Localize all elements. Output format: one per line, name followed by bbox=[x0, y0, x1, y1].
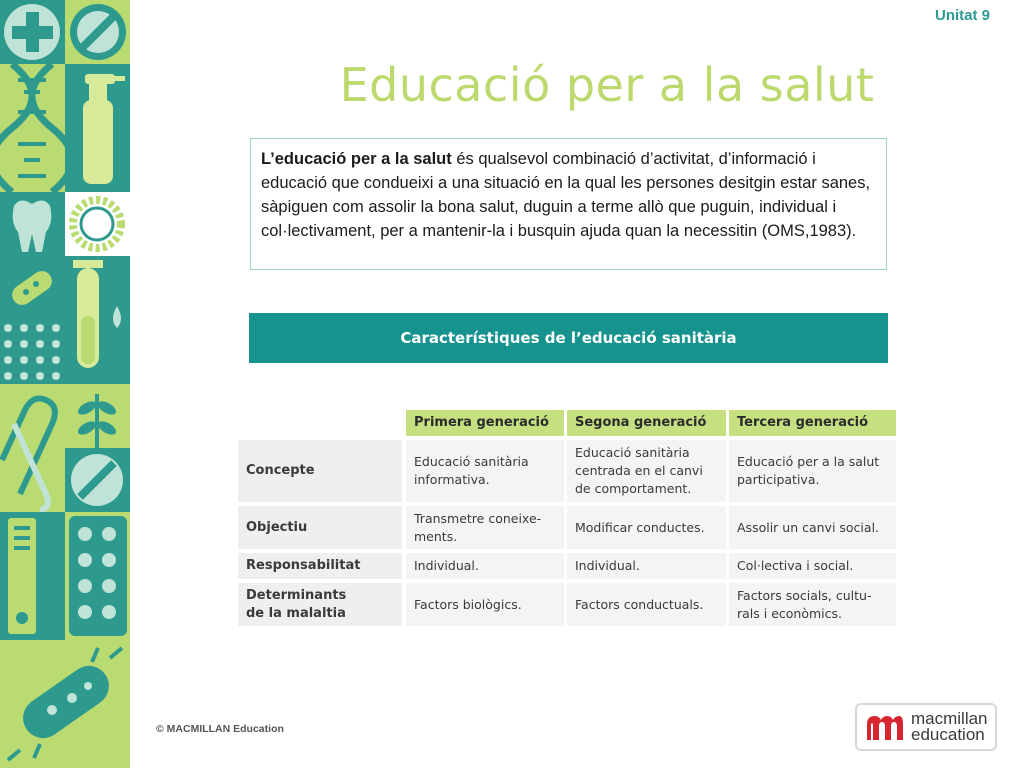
table-column-header bbox=[567, 410, 726, 436]
table-cell-text: Educació per a la salut participativa. bbox=[737, 454, 880, 487]
definition-term: L’educació per a la salut bbox=[261, 150, 452, 168]
table-cell-text: Educació sanitària informativa. bbox=[414, 454, 529, 487]
table-row-label-text: Responsabilitat bbox=[246, 558, 361, 573]
table-row-label bbox=[238, 440, 402, 502]
table-cell-text: Individual. bbox=[575, 558, 640, 573]
pill-icon bbox=[65, 0, 130, 64]
table-column-header bbox=[406, 410, 564, 436]
logo-line-1: macmillan bbox=[911, 709, 988, 728]
table-cell-text: Modificar conductes. bbox=[575, 519, 705, 535]
medical-cross-icon bbox=[0, 0, 65, 64]
definition-box bbox=[250, 138, 887, 270]
table-cell-text: Transmetre coneixe- ments. bbox=[414, 510, 542, 544]
test-tube-icon bbox=[65, 256, 130, 384]
spray-bottle-icon bbox=[65, 64, 130, 192]
table-cell-text: Factors biològics. bbox=[414, 596, 522, 612]
table-cell bbox=[567, 440, 726, 502]
table-cell bbox=[567, 583, 726, 626]
book-icon bbox=[0, 512, 65, 640]
table-cell bbox=[567, 553, 726, 579]
logo-line-2: education bbox=[911, 725, 985, 744]
dna-icon bbox=[0, 64, 65, 192]
table-row-label bbox=[238, 583, 402, 626]
table-row-label-text: Concepte bbox=[246, 463, 315, 478]
table-cell-text: Educació sanitària centrada en el canvi de comportament. bbox=[575, 445, 703, 496]
section-banner: Característiques de l’educació sanitària bbox=[249, 313, 888, 363]
table-cell bbox=[729, 506, 896, 549]
table-row-label bbox=[238, 506, 402, 549]
table-column-header bbox=[729, 410, 896, 436]
large-bacteria-icon bbox=[0, 640, 130, 768]
plant-icon bbox=[65, 384, 130, 448]
table-cell-text: Individual. bbox=[414, 558, 479, 573]
table-cell bbox=[729, 583, 896, 626]
unit-label: Unitat 9 bbox=[934, 7, 990, 24]
table-cell bbox=[729, 553, 896, 579]
paperclip-icon bbox=[0, 384, 65, 512]
table-cell bbox=[406, 583, 564, 626]
table-cell bbox=[567, 506, 726, 549]
table-row-label-text: Objectiu bbox=[246, 519, 308, 535]
macmillan-logo-icon bbox=[865, 710, 905, 744]
virus-icon bbox=[65, 192, 130, 256]
table-cell bbox=[729, 440, 896, 502]
table-cell bbox=[406, 553, 564, 579]
bacteria-icon bbox=[0, 256, 65, 320]
table-cell-text: Factors conductuals. bbox=[575, 596, 704, 612]
table-row-label bbox=[238, 553, 402, 579]
table-cell-text: Col·lectiva i social. bbox=[737, 558, 854, 573]
definition-text: és qualsevol combinació d’activitat, d’informació i educació que condueixi a una situació en la qual les persones desitgin estar sanes, sàpiguen com assolir la bona salut, duguin a terme allò que puguin, individual i col·lectivament, per a mantenir-la i busquin ajuda quan la necessitin (OMS,1983). bbox=[261, 150, 871, 240]
table-row-label-text: Determinants de la malaltia bbox=[246, 587, 347, 621]
page-title: Educació per a la salut bbox=[339, 58, 875, 112]
table-cell bbox=[406, 440, 564, 502]
tooth-icon bbox=[0, 192, 65, 256]
table-cell-text: Factors socials, cultu- rals i econòmics. bbox=[737, 587, 872, 621]
table-column-header-text: Primera generació bbox=[414, 415, 549, 430]
table-column-header-text: Segona generació bbox=[575, 415, 707, 430]
table-column-header-text: Tercera generació bbox=[737, 415, 869, 430]
copyright-notice: © MACMILLAN Education bbox=[156, 723, 284, 735]
table-cell-text: Assolir un canvi social. bbox=[737, 519, 880, 535]
decorative-health-strip bbox=[0, 0, 130, 768]
dots-pattern bbox=[0, 320, 65, 384]
table-cell bbox=[406, 506, 564, 549]
pill-pack-icon bbox=[65, 512, 130, 640]
capsule-icon bbox=[65, 448, 130, 512]
macmillan-logo bbox=[855, 703, 997, 751]
